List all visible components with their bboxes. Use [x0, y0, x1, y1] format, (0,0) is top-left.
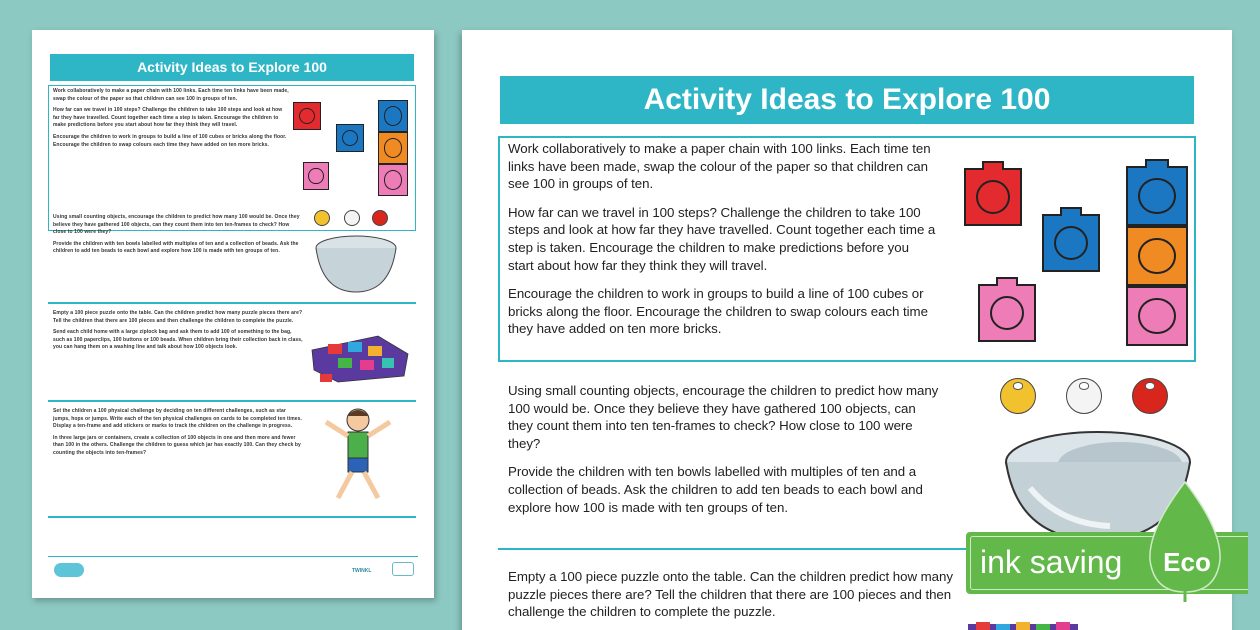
- thumbnail-footer-badge: [392, 562, 414, 576]
- thumb-divider-1: [48, 302, 416, 304]
- thumb-bead-yellow: [314, 210, 330, 226]
- thumbnail-page: [32, 30, 434, 598]
- thumb-cube-red: [293, 102, 321, 130]
- paper-chain-paragraph: Work collaboratively to make a paper chain with 100 links. Each time ten links have been made, swap the colour of the paper so that children can see 100 in groups of ten.: [508, 141, 931, 192]
- bead-yellow: [1000, 378, 1036, 414]
- thumbnail-block2-p2: Provide the children with ten bowls labelled with multiples of ten and a collection of beads. Ask the children to add ten beads to each bowl and explore how 100 is made with ten groups of ten.: [53, 240, 299, 255]
- thumb-bowl-illustration: [312, 234, 400, 296]
- bead-white: [1066, 378, 1102, 414]
- puzzle-illustration: [968, 620, 1078, 630]
- page-title: Activity Ideas to Explore 100: [500, 76, 1194, 124]
- puzzle-paragraph: Empty a 100 piece puzzle onto the table. Can the children predict how many puzzle pieces there are? Tell the children that there are 100 pieces and then challenge the children to complete the puzzle.: [508, 569, 953, 620]
- thumbnail-footer-brand: TWINKL: [352, 568, 372, 574]
- thumb-cube-pink: [303, 162, 329, 190]
- thumb-cube-blue: [336, 124, 364, 152]
- thumb-puzzle-illustration: [308, 330, 412, 386]
- thumbnail-block2: [53, 214, 303, 260]
- eco-label: Eco: [1163, 547, 1211, 577]
- counting-objects-paragraph: Using small counting objects, encourage the children to predict how many 100 would be. Once they believe they have gathered 100 objects, can they count them into ten ten-frames to check? How close to 100 were they?: [508, 383, 939, 451]
- cube-red: [964, 168, 1022, 226]
- eco-leaf-icon: [1146, 480, 1224, 602]
- thumbnail-title: Activity Ideas to Explore 100: [50, 54, 414, 81]
- thumb-divider-3: [48, 516, 416, 518]
- thumb-cube-stack-orange: [378, 132, 408, 164]
- cube-stack-orange: [1126, 226, 1188, 286]
- cube-blue: [1042, 214, 1100, 272]
- ink-saving-label: ink saving: [980, 544, 1123, 580]
- thumbnail-footer-rule: [48, 556, 418, 557]
- thumbnail-block4-p1: Set the children a 100 physical challenge by deciding on ten different challenges, such as star jumps, hops or jumps. Write each of the ten physical challenges on cards to be completed ten times. Display a ten-frame and add stickers or marks to track the children on the challenge in progress.: [53, 408, 303, 430]
- thumb-cube-stack-pink: [378, 164, 408, 196]
- thumbnail-block3: [53, 310, 303, 356]
- thumb-bead-white: [344, 210, 360, 226]
- thumbnail-block1: [53, 88, 289, 153]
- bead-red: [1132, 378, 1168, 414]
- thumbnail-block2-p1: Using small counting objects, encourage the children to predict how many 100 would be. Once they believe they have gathered 100 objects, can they count them into ten ten-frames to check? How close to 100 were they?: [53, 214, 300, 236]
- activity-block-3: [508, 568, 970, 630]
- steps-paragraph: How far can we travel in 100 steps? Challenge the children to take 100 steps and look at how far they have travelled. Count together each time a step is taken. Encourage the children to make predictions before you start about how far they think they will travel.: [508, 204, 936, 273]
- thumbnail-block1-p3: Encourage the children to work in groups to build a line of 100 cubes or bricks along the floor. Encourage the children to swap colours each time they have added on ten more bricks.: [53, 133, 287, 148]
- thumb-cube-stack-blue: [378, 100, 408, 132]
- cube-stack-pink: [1126, 286, 1188, 346]
- thumb-bead-red: [372, 210, 388, 226]
- activity-block-1: [508, 140, 938, 349]
- thumbnail-block1-p2: How far can we travel in 100 steps? Challenge the children to take 100 steps and look at how far they have travelled. Count together each time a step is taken. Encourage the children to make predictions before you start about how far they think they will travel.: [53, 107, 283, 129]
- thumbnail-logo: [54, 563, 84, 577]
- activity-block-2: [508, 382, 940, 527]
- bowls-paragraph: Provide the children with ten bowls labelled with multiples of ten and a collection of beads. Ask the children to add ten beads to each bowl and explore how 100 is made with ten groups of ten.: [508, 464, 923, 515]
- thumbnail-block3-p2: Send each child home with a large ziplock bag and ask them to add 100 of something to the bag, such as 100 paperclips, 100 buttons or 100 beads. When children bring their collection back in class, you can hang them on a washing line and talk about how 100 objects look.: [53, 329, 303, 351]
- cube-stack-blue: [1126, 166, 1188, 226]
- cube-pink: [978, 284, 1036, 342]
- thumbnail-block1-p1: Work collaboratively to make a paper chain with 100 links. Each time ten links have been made, swap the colour of the paper so that children can see 100 in groups of ten.: [53, 88, 289, 102]
- thumbnail-block4: [53, 408, 303, 462]
- thumbnail-block4-p2: In three large jars or containers, create a collection of 100 objects in one and then more and fewer than 100 in the others. Challenge the children to guess which jar has exactly 100. Can they check by counting the objects into ten-frames?: [53, 434, 301, 456]
- cubes-paragraph: Encourage the children to work in groups to build a line of 100 cubes or bricks along the floor. Encourage the children to swap colours each time they have added on ten more bricks.: [508, 286, 928, 337]
- thumb-child-jumping-illustration: [318, 402, 398, 512]
- thumbnail-block3-p1: Empty a 100 piece puzzle onto the table. Can the children predict how many puzzle pieces there are? Tell the children that there are 100 pieces and then challenge the children to complete the puzzle.: [53, 310, 303, 324]
